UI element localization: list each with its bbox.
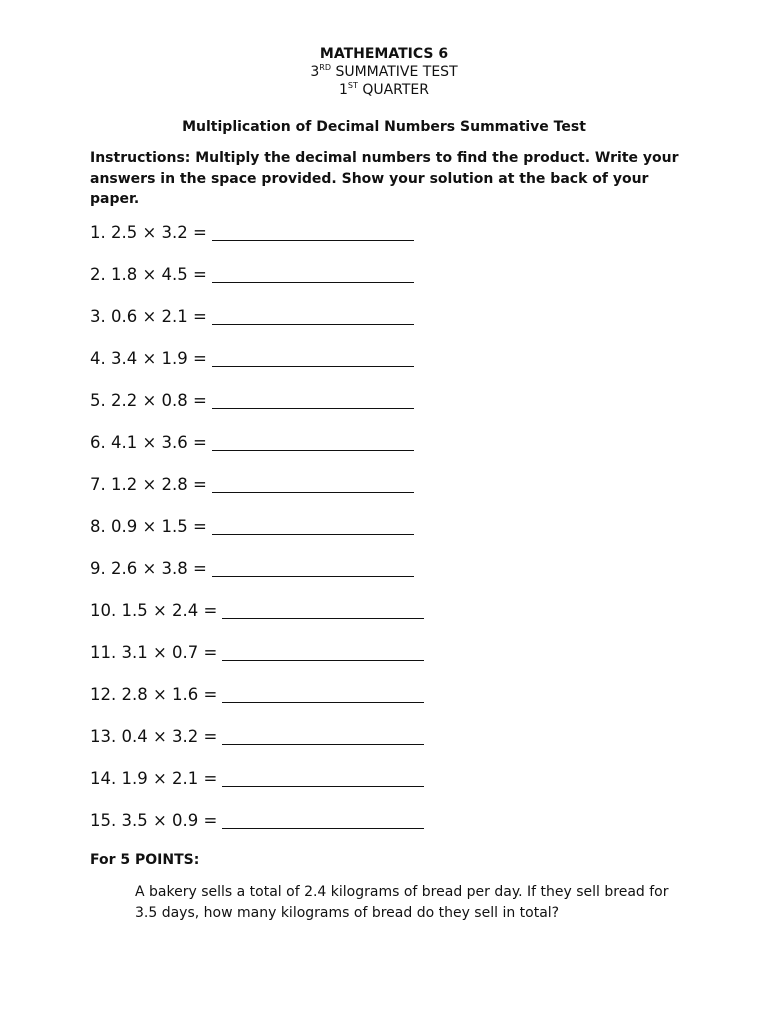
question-text: 4. 3.4 × 1.9 = (90, 349, 207, 368)
question-text: 13. 0.4 × 3.2 = (90, 727, 218, 746)
question-text: 5. 2.2 × 0.8 = (90, 391, 207, 410)
question-item (90, 431, 424, 473)
question-item (90, 809, 424, 851)
question-item (90, 515, 424, 557)
question-item (90, 347, 424, 389)
question-item (90, 473, 424, 515)
quarter-line (0, 81, 768, 99)
question-text: 2. 1.8 × 4.5 = (90, 265, 207, 284)
question-text: 1. 2.5 × 3.2 = (90, 223, 207, 242)
word-problem: A bakery sells a total of 2.4 kilograms of bread per day. If they sell bread for 3.5 days, how many kilograms of bread do they sell in total? (135, 884, 669, 921)
answer-blank[interactable] (222, 684, 424, 703)
test-title: Multiplication of Decimal Numbers Summative Test (182, 119, 586, 135)
question-text: 14. 1.9 × 2.1 = (90, 769, 218, 788)
answer-blank[interactable] (212, 516, 414, 535)
answer-blank[interactable] (212, 264, 414, 283)
question-text: 6. 4.1 × 3.6 = (90, 433, 207, 452)
answer-blank[interactable] (212, 432, 414, 451)
question-list (90, 221, 424, 851)
test-ordinal: RD (319, 63, 331, 72)
answer-blank[interactable] (222, 600, 424, 619)
question-item (90, 767, 424, 809)
answer-blank[interactable] (212, 222, 414, 241)
test-number: 3 (310, 64, 320, 80)
answer-blank[interactable] (222, 642, 424, 661)
question-item (90, 305, 424, 347)
test-label: SUMMATIVE TEST (331, 64, 458, 80)
question-text: 15. 3.5 × 0.9 = (90, 811, 218, 830)
quarter-label: QUARTER (357, 82, 430, 98)
document-header (0, 45, 768, 99)
answer-blank[interactable] (212, 306, 414, 325)
instructions: Instructions: Multiply the decimal numbers to find the product. Write your answers in the space provided. Show your solution at the back of your paper. (90, 150, 679, 207)
question-item (90, 221, 424, 263)
question-item (90, 725, 424, 767)
question-item (90, 389, 424, 431)
quarter-ordinal: ST (347, 81, 358, 90)
bonus-label: For 5 POINTS: (90, 852, 200, 868)
answer-blank[interactable] (212, 348, 414, 367)
question-item (90, 263, 424, 305)
test-line (0, 63, 768, 81)
question-text: 8. 0.9 × 1.5 = (90, 517, 207, 536)
answer-blank[interactable] (212, 474, 414, 493)
answer-blank[interactable] (222, 810, 424, 829)
answer-blank[interactable] (212, 390, 414, 409)
quarter-number: 1 (338, 82, 348, 98)
answer-blank[interactable] (212, 558, 414, 577)
question-item (90, 557, 424, 599)
question-text: 7. 1.2 × 2.8 = (90, 475, 207, 494)
question-text: 3. 0.6 × 2.1 = (90, 307, 207, 326)
answer-blank[interactable] (222, 768, 424, 787)
question-text: 12. 2.8 × 1.6 = (90, 685, 218, 704)
question-text: 11. 3.1 × 0.7 = (90, 643, 218, 662)
question-text: 9. 2.6 × 3.8 = (90, 559, 207, 578)
answer-blank[interactable] (222, 726, 424, 745)
question-item (90, 641, 424, 683)
subject-title: MATHEMATICS 6 (319, 46, 449, 62)
question-item (90, 683, 424, 725)
question-text: 10. 1.5 × 2.4 = (90, 601, 218, 620)
question-item (90, 599, 424, 641)
